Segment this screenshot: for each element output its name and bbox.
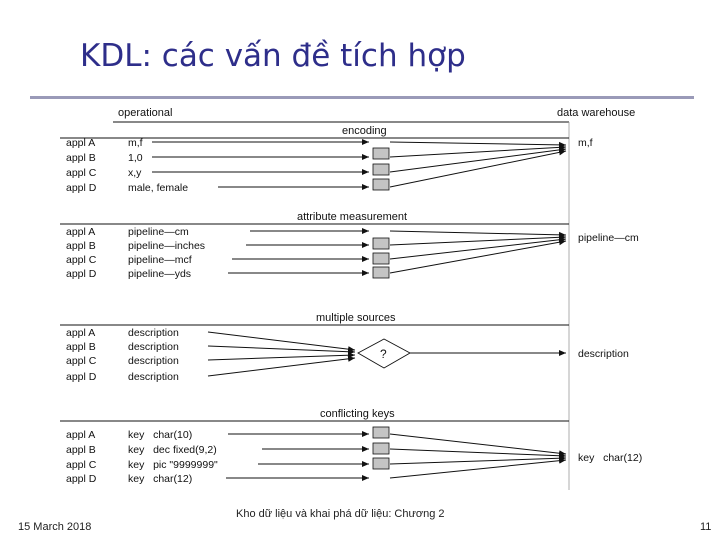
transform-box	[373, 238, 389, 249]
value-label: pipeline—cm	[128, 226, 189, 238]
app-label: appl A	[66, 429, 96, 441]
transform-box	[373, 179, 389, 190]
value-label: description	[128, 371, 179, 383]
section-title-conflicting-keys: conflicting keys	[320, 408, 395, 420]
app-label: appl A	[66, 137, 96, 149]
transform-box	[373, 267, 389, 278]
footer-date: 15 March 2018	[18, 521, 92, 533]
app-label: appl B	[66, 152, 96, 164]
arrow-line	[208, 355, 355, 360]
arrow-line	[390, 142, 566, 145]
header-operational: operational	[118, 107, 173, 119]
value-label: description	[128, 327, 179, 339]
arrow-line	[390, 239, 566, 259]
arrow-line	[390, 449, 566, 456]
app-label: appl C	[66, 355, 97, 367]
app-label: appl C	[66, 167, 97, 179]
value-label: pipeline—inches	[128, 240, 206, 252]
section-title-attribute-measurement: attribute measurement	[297, 211, 408, 223]
page-number: 11	[700, 521, 712, 533]
header-data-warehouse: data warehouse	[557, 107, 636, 119]
result-attribute-measurement: pipeline—cm	[578, 232, 639, 244]
app-label: appl D	[66, 473, 97, 485]
section-title-encoding: encoding	[342, 125, 387, 137]
footer-course-title: Kho dữ liệu và khai phá dữ liệu: Chương 2	[236, 508, 445, 520]
value-label: description	[128, 355, 179, 367]
result-conflicting-keys: key char(12)	[578, 452, 643, 464]
unknown-symbol: ?	[380, 347, 387, 361]
app-label: appl A	[66, 327, 96, 339]
app-label: appl B	[66, 240, 96, 252]
transform-box	[373, 164, 389, 175]
app-label: appl C	[66, 459, 97, 471]
app-label: appl B	[66, 444, 96, 456]
value-label: m,f	[128, 137, 143, 149]
arrow-line	[208, 358, 355, 376]
transform-box	[373, 148, 389, 159]
value-label: male, female	[128, 182, 189, 194]
arrow-line	[390, 237, 566, 245]
transform-box	[373, 458, 389, 469]
app-label: appl D	[66, 268, 97, 280]
arrow-line	[390, 434, 566, 454]
value-label: key dec fixed(9,2)	[128, 444, 217, 456]
value-label: pipeline—yds	[128, 268, 192, 280]
arrow-line	[390, 231, 566, 235]
value-label: description	[128, 341, 179, 353]
value-label: key char(12)	[128, 473, 193, 485]
value-label: x,y	[128, 167, 142, 179]
section-title-multiple-sources: multiple sources	[316, 312, 396, 324]
transform-box	[373, 427, 389, 438]
transform-box	[373, 443, 389, 454]
app-label: appl D	[66, 182, 97, 194]
app-label: appl A	[66, 226, 96, 238]
app-label: appl B	[66, 341, 96, 353]
value-label: key char(10)	[128, 429, 193, 441]
slide-title: KDL: các vấn đề tích hợp	[80, 38, 466, 74]
transform-box	[373, 253, 389, 264]
value-label: 1,0	[128, 152, 143, 164]
app-label: appl D	[66, 371, 97, 383]
result-encoding: m,f	[578, 137, 593, 149]
app-label: appl C	[66, 254, 97, 266]
value-label: pipeline—mcf	[128, 254, 192, 266]
value-label: key pic "9999999"	[128, 459, 218, 471]
arrow-line	[390, 241, 566, 273]
result-multiple-sources: description	[578, 348, 629, 360]
